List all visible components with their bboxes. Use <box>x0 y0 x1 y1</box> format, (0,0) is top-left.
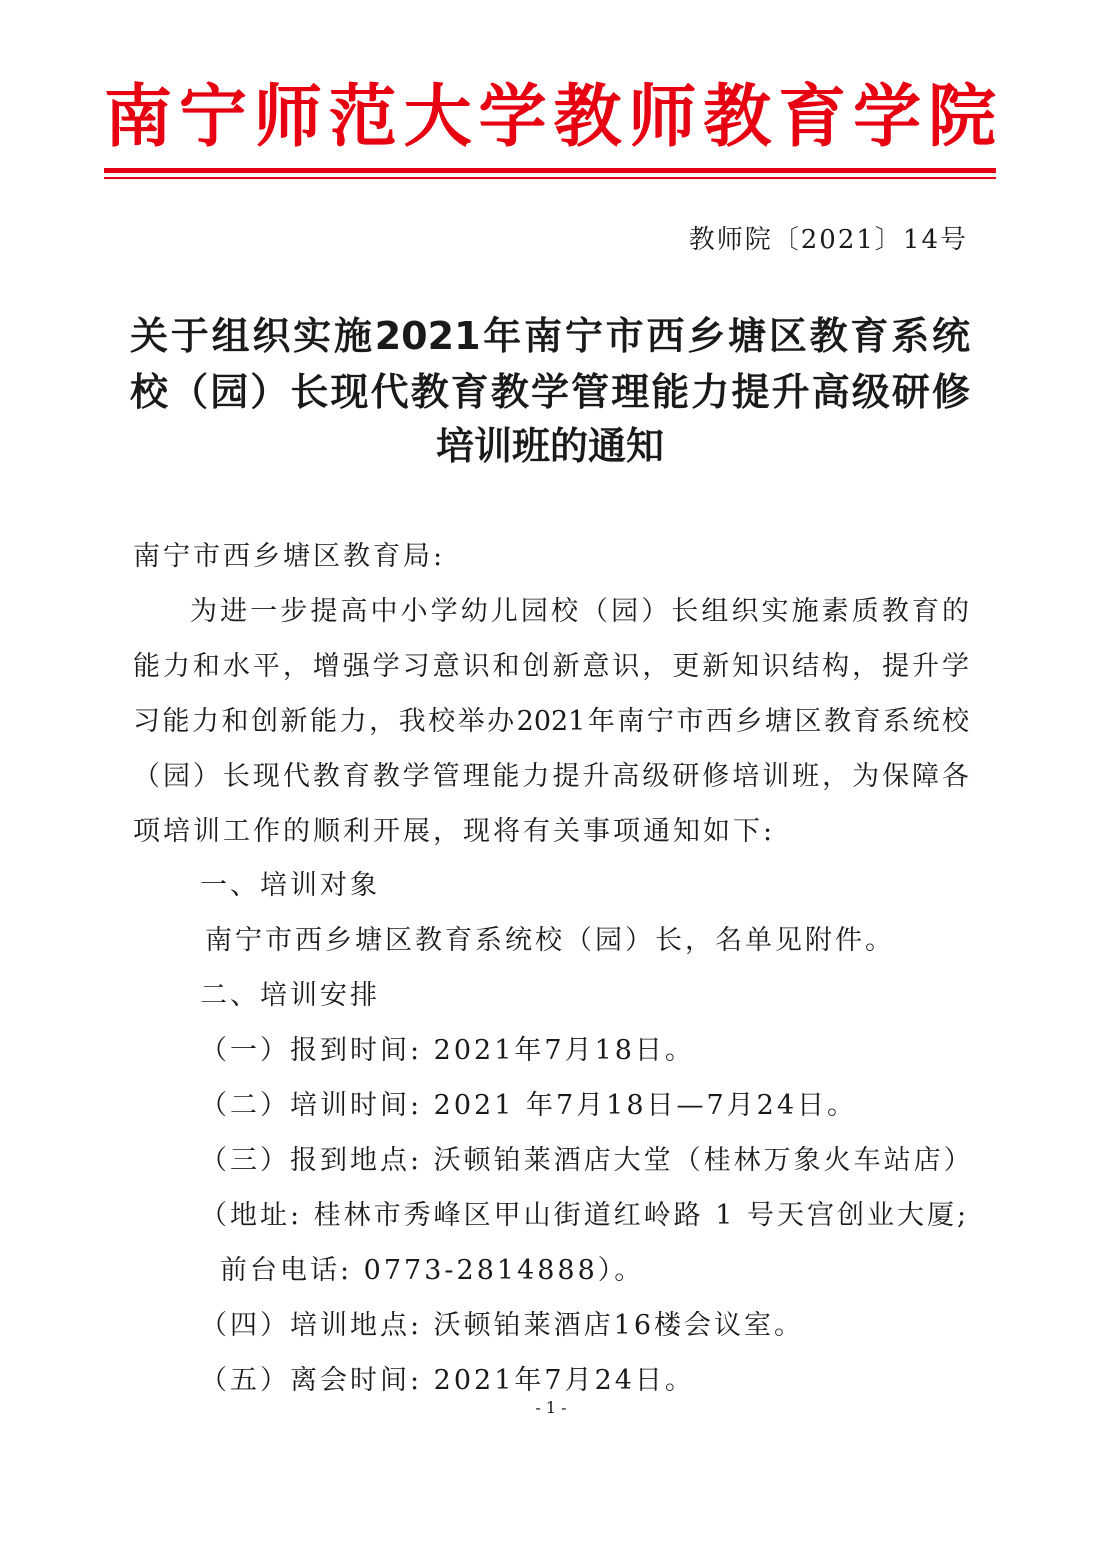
intro-paragraph-line: （园）长现代教育教学管理能力提升高级研修培训班，为保障各 <box>133 761 969 792</box>
intro-paragraph-line: 项培训工作的顺利开展，现将有关事项通知如下: <box>133 816 776 847</box>
section-2-heading: 二、培训安排 <box>200 980 380 1011</box>
section-1-heading: 一、培训对象 <box>200 870 380 901</box>
notice-title-line-2: 校（园）长现代教育教学管理能力提升高级研修 <box>130 370 970 414</box>
document-number: 教师院〔2021〕14号 <box>688 225 968 255</box>
letterhead-red-rule-thick <box>104 168 996 173</box>
notice-title-line-3: 培训班的通知 <box>435 424 664 468</box>
section-1-content: 南宁市西乡塘区教育系统校（园）长，名单见附件。 <box>205 925 895 956</box>
address-item: （地址: 桂林市秀峰区甲山街道红岭路 1 号天宫创业大厦; <box>200 1200 970 1231</box>
checkin-place-item: （三）报到地点: 沃顿铂莱酒店大堂（桂林万象火车站店） <box>200 1145 974 1176</box>
phone-item: 前台电话: 0773-2814888）。 <box>220 1255 645 1286</box>
notice-title-line-1: 关于组织实施2021年南宁市西乡塘区教育系统 <box>130 314 970 358</box>
intro-paragraph-line: 为进一步提高中小学幼儿园校（园）长组织实施素质教育的 <box>190 596 969 627</box>
departure-time-item: （五）离会时间: 2021年7月24日。 <box>200 1365 695 1396</box>
page-number: - 1 - <box>535 1398 567 1417</box>
training-place-item: （四）培训地点: 沃顿铂莱酒店16楼会议室。 <box>200 1310 805 1341</box>
training-time-item: （二）培训时间: 2021 年7月18日—7月24日。 <box>200 1090 858 1121</box>
checkin-time-item: （一）报到时间: 2021年7月18日。 <box>200 1035 695 1066</box>
letterhead-red-rule-thin <box>104 177 996 179</box>
letterhead-title: 南宁师范大学教师教育学院 <box>104 78 996 157</box>
intro-paragraph-line: 能力和水平，增强学习意识和创新意识，更新知识结构，提升学 <box>133 651 969 682</box>
intro-paragraph-line: 习能力和创新能力，我校举办2021年南宁市西乡塘区教育系统校 <box>133 706 969 737</box>
salutation: 南宁市西乡塘区教育局: <box>133 541 446 572</box>
